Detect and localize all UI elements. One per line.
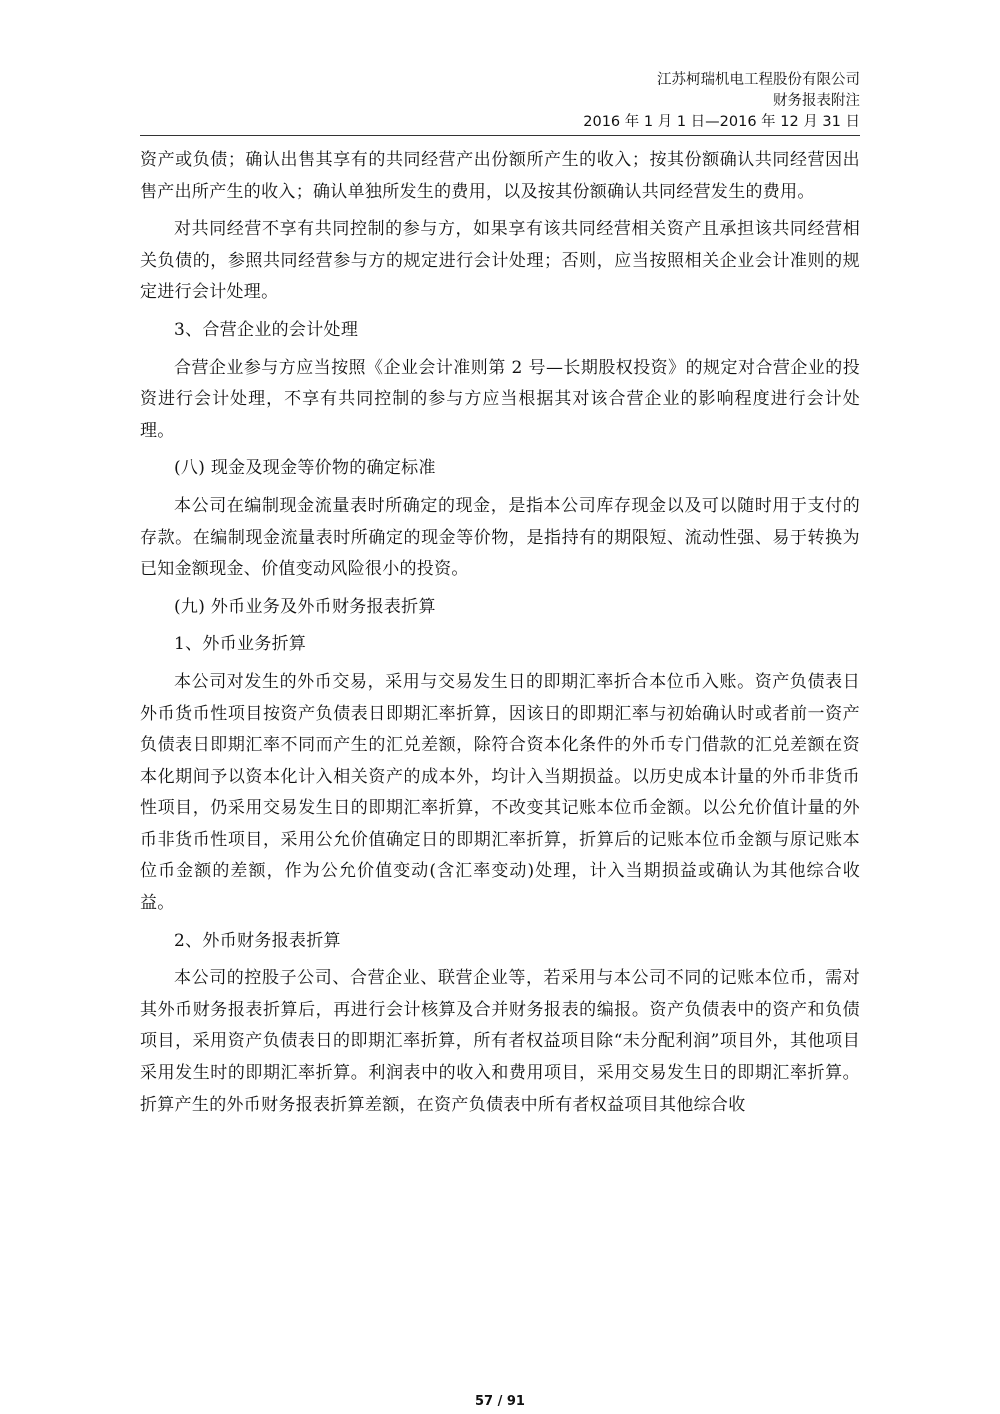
paragraph: 本公司对发生的外币交易，采用与交易发生日的即期汇率折合本位币入账。资产负债表日外币货币性项目按资产负债表日即期汇率折算，因该日的即期汇率与初始确认时或者前一资产负债表日即期汇率不同而产生的汇兑差额，除符合资本化条件的外币专门借款的汇兑差额在资本化期间予以资本化计入相关资产的成本外，均计入当期损益。以历史成本计量的外币非货币性项目，仍采用交易发生日的即期汇率折算，不改变其记账本位币金额。以公允价值计量的外币非货币性项目，采用公允价值确定日的即期汇率折算，折算后的记账本位币金额与原记账本位币金额的差额，作为公允价值变动(含汇率变动)处理，计入当期损益或确认为其他综合收益。 (140, 671, 860, 914)
header-period: 2016 年 1 月 1 日—2016 年 12 月 31 日 (583, 114, 860, 130)
page-number: 57 / 91 (475, 1394, 525, 1409)
header-divider (140, 135, 860, 136)
section-heading: (八) 现金及现金等价物的确定标准 (174, 458, 436, 479)
section-heading: 2、外币财务报表折算 (174, 930, 341, 951)
header-company: 江苏柯瑞机电工程股份有限公司 (657, 72, 860, 88)
page-header (140, 70, 860, 133)
paragraph: 对共同经营不享有共同控制的参与方，如果享有该共同经营相关资产且承担该共同经营相关负债的，参照共同经营参与方的规定进行会计处理；否则，应当按照相关企业会计准则的规定进行会计处理。 (140, 219, 860, 303)
section-heading: 3、合营企业的会计处理 (174, 319, 359, 340)
paragraph: 合营企业参与方应当按照《企业会计准则第 2 号—长期股权投资》的规定对合营企业的投资进行会计处理，不享有共同控制的参与方应当根据其对该合营企业的影响程度进行会计处理。 (140, 357, 860, 441)
paragraph: 本公司的控股子公司、合营企业、联营企业等，若采用与本公司不同的记账本位币，需对其外币财务报表折算后，再进行会计核算及合并财务报表的编报。资产负债表中的资产和负债项目，采用资产负债表日的即期汇率折算，所有者权益项目除“未分配利润”项目外，其他项目采用发生时的即期汇率折算。利润表中的收入和费用项目，采用交易发生日的即期汇率折算。折算产生的外币财务报表折算差额，在资产负债表中所有者权益项目其他综合收 (140, 968, 860, 1115)
paragraph-continuation: 资产或负债；确认出售其享有的共同经营产出份额所产生的收入；按其份额确认共同经营因出售产出所产生的收入；确认单独所发生的费用，以及按其份额确认共同经营发生的费用。 (140, 150, 860, 202)
paragraph: 本公司在编制现金流量表时所确定的现金，是指本公司库存现金以及可以随时用于支付的存款。在编制现金流量表时所确定的现金等价物，是指持有的期限短、流动性强、易于转换为已知金额现金、价值变动风险很小的投资。 (140, 495, 860, 580)
body-text (140, 145, 860, 1127)
header-doc-title: 财务报表附注 (773, 93, 860, 109)
section-heading: 1、外币业务折算 (174, 634, 307, 655)
section-heading: (九) 外币业务及外币财务报表折算 (174, 596, 436, 617)
